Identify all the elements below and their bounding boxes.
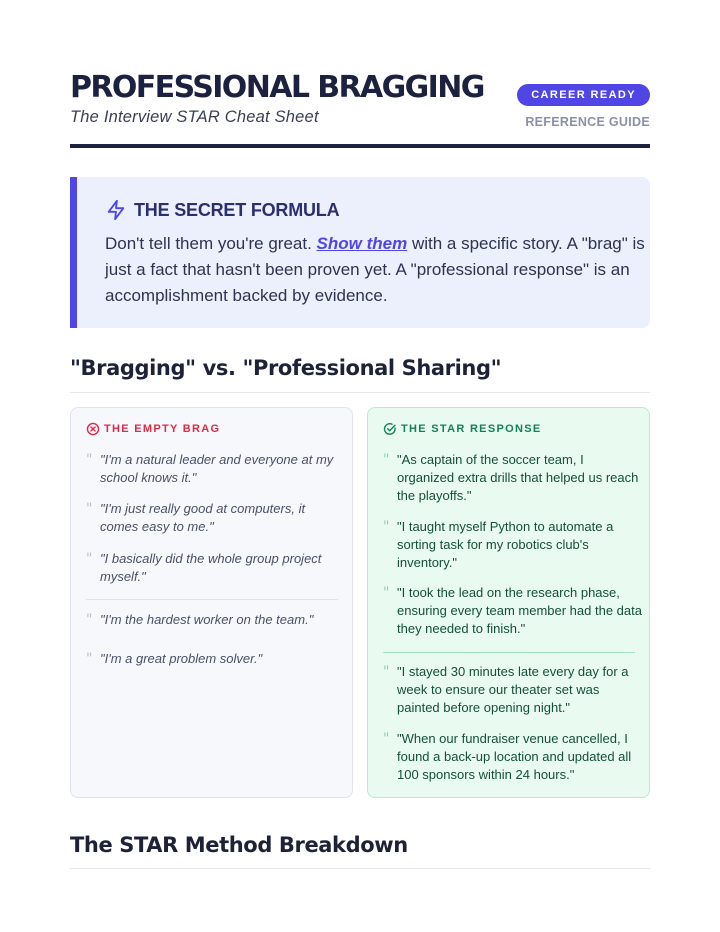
star-item bbox=[383, 584, 642, 637]
brag-item-text: "I'm a great problem solver." bbox=[100, 651, 263, 666]
brag-item bbox=[86, 650, 340, 668]
star-item bbox=[383, 663, 642, 716]
secret-formula-header bbox=[105, 199, 339, 221]
secret-formula-callout bbox=[70, 177, 650, 328]
quote-mark-icon: " bbox=[86, 551, 93, 567]
comparison-heading: "Bragging" vs. "Professional Sharing" bbox=[70, 356, 502, 380]
page-header bbox=[70, 70, 650, 148]
quote-mark-icon: " bbox=[86, 501, 93, 517]
star-response-header bbox=[383, 422, 541, 436]
quote-mark-icon: " bbox=[86, 452, 93, 468]
brag-item bbox=[86, 451, 340, 486]
secret-formula-text bbox=[105, 231, 645, 309]
formula-text-rest: with a specific story. A "brag" is just a fact that hasn't been proven yet. A "professional response" is an accomplishment backed by evidence. bbox=[105, 234, 645, 305]
show-them-emphasis: Show them bbox=[316, 234, 408, 253]
page-title: PROFESSIONAL BRAGGING bbox=[70, 70, 484, 105]
brag-item-text: "I'm a natural leader and everyone at my school knows it." bbox=[100, 452, 334, 485]
brag-item-text: "I basically did the whole group project myself." bbox=[100, 551, 322, 584]
quote-mark-icon: " bbox=[383, 731, 390, 747]
career-ready-badge: CAREER READY bbox=[517, 84, 650, 106]
empty-brag-label: THE EMPTY BRAG bbox=[104, 423, 221, 435]
quote-mark-icon: " bbox=[86, 651, 93, 667]
star-item bbox=[383, 451, 642, 504]
star-method-heading: The STAR Method Breakdown bbox=[70, 833, 408, 857]
secret-formula-title: THE SECRET FORMULA bbox=[134, 199, 340, 220]
star-item-text: "When our fundraiser venue cancelled, I found a back-up location and updated all 100 sponsors within 24 hours." bbox=[397, 731, 632, 782]
formula-text-lead: Don't tell them you're great. bbox=[105, 234, 317, 253]
reference-guide-label: REFERENCE GUIDE bbox=[525, 115, 650, 129]
star-item-text: "As captain of the soccer team, I organized extra drills that helped us reach the playoffs." bbox=[397, 452, 639, 503]
brag-divider bbox=[86, 599, 338, 600]
check-circle-icon bbox=[383, 422, 397, 436]
star-item bbox=[383, 518, 642, 571]
quote-mark-icon: " bbox=[86, 612, 93, 628]
empty-brag-header bbox=[86, 422, 220, 436]
star-response-card bbox=[367, 407, 650, 798]
brag-item bbox=[86, 550, 340, 585]
quote-mark-icon: " bbox=[383, 664, 390, 680]
lightning-bolt-icon bbox=[105, 199, 127, 221]
empty-brag-card bbox=[70, 407, 353, 798]
brag-item bbox=[86, 611, 340, 629]
star-item-text: "I taught myself Python to automate a sorting task for my robotics club's inventory." bbox=[397, 519, 614, 570]
page-subtitle: The Interview STAR Cheat Sheet bbox=[70, 108, 319, 126]
quote-mark-icon: " bbox=[383, 452, 390, 468]
star-divider bbox=[383, 652, 635, 653]
star-response-label: THE STAR RESPONSE bbox=[401, 423, 542, 435]
quote-mark-icon: " bbox=[383, 519, 390, 535]
quote-mark-icon: " bbox=[383, 585, 390, 601]
brag-item-text: "I'm just really good at computers, it comes easy to me." bbox=[100, 501, 306, 534]
star-method-heading-rule bbox=[70, 868, 650, 869]
x-circle-icon bbox=[86, 422, 100, 436]
star-item-text: "I took the lead on the research phase, ensuring every team member had the data they needed to finish." bbox=[397, 585, 642, 636]
comparison-heading-rule bbox=[70, 392, 650, 393]
brag-item bbox=[86, 500, 340, 535]
star-item-text: "I stayed 30 minutes late every day for a week to ensure our theater set was painted before opening night." bbox=[397, 664, 629, 715]
header-divider bbox=[70, 144, 650, 148]
brag-item-text: "I'm the hardest worker on the team." bbox=[100, 612, 314, 627]
star-item bbox=[383, 730, 642, 783]
